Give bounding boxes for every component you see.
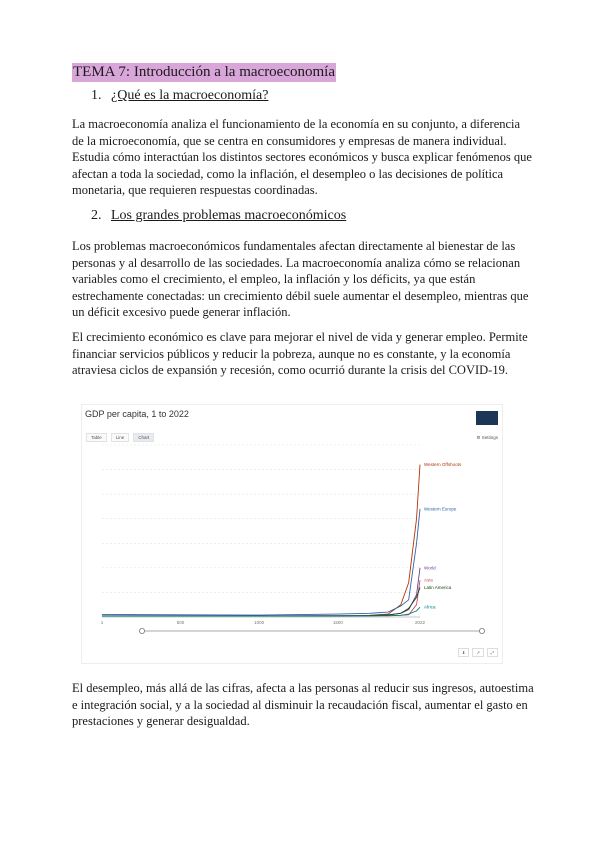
series-label: Africa	[424, 604, 436, 610]
series-label: Western Offshoots	[424, 462, 462, 468]
share-button[interactable]: ↗	[472, 648, 483, 657]
gear-icon: ⚙	[476, 435, 481, 440]
series-label: World	[424, 565, 436, 571]
x-tick-label: 2022	[414, 620, 426, 625]
tab-table[interactable]: Table	[86, 433, 107, 442]
x-tick-label: 500	[176, 620, 185, 625]
embedded-chart-screenshot	[82, 405, 502, 663]
embed-button[interactable]: ⤢	[487, 648, 498, 657]
section-number: 2.	[91, 208, 102, 223]
series-line	[102, 588, 420, 617]
line-chart	[82, 405, 502, 663]
timeline-end-handle	[479, 628, 484, 633]
chart-source-note	[85, 644, 315, 649]
chart-title: GDP per capita, 1 to 2022	[85, 409, 189, 419]
section-title: ¿Qué es la macroeconomía?	[111, 88, 269, 103]
x-tick-label: 1500	[332, 620, 343, 625]
tab-line[interactable]: Line	[111, 433, 130, 442]
series-label: Western Europe	[424, 506, 457, 512]
settings-label: Settings	[481, 435, 498, 440]
section-heading-2	[91, 207, 346, 225]
series-line	[102, 465, 420, 616]
paragraph-2: Los problemas macroeconómicos fundamentales afectan directamente al bienestar de las personas y al desarrollo de las sociedades. La macroeconomía analiza cómo se relacionan variables como el crecimiento, el empleo, la inflación y los déficits, ya que están estrechamente conectadas: un crecimiento débil suele aumentar el desempleo, mientras que un déficit excesivo puede generar inflación.	[72, 239, 529, 319]
series-label: Latin America	[424, 585, 452, 591]
chart-actions	[458, 648, 498, 657]
x-tick-label: 1000	[254, 620, 265, 625]
paragraph-1: La macroeconomía analiza el funcionamiento de la economía en su conjunto, a diferencia de la microeconomía, que se centra en consumidores y empresas de manera individual. Estudia cómo interactúan los distintos sectores económicos y busca explicar fenómenos que afectan a toda la sociedad, como la inflación, el desempleo o las decisiones de política monetaria, que requieren respuestas coordinadas.	[72, 117, 532, 197]
series-label: Asia	[424, 577, 433, 583]
series-line	[102, 509, 420, 615]
series-line	[102, 580, 420, 616]
x-tick-label: 1	[100, 620, 104, 625]
section-number: 1.	[91, 88, 102, 103]
download-button[interactable]: ⬇	[458, 648, 469, 657]
timeline-start-handle	[139, 628, 144, 633]
paragraph-3: El crecimiento económico es clave para mejorar el nivel de vida y generar empleo. Permite financiar servicios públicos y reducir la pobreza, aunque no es constante, y la economía atraviesa ciclos de expansión y recesión, como ocurrió durante la crisis del COVID-19.	[72, 330, 528, 377]
section-heading-1	[91, 87, 268, 105]
section-title: Los grandes problemas macroeconómicos	[111, 208, 347, 223]
tab-chart[interactable]: Chart	[133, 433, 154, 442]
paragraph-4: El desempleo, más allá de las cifras, afecta a las personas al reducir sus ingresos, autoestima e integración social, y a la sociedad al disminuir la recaudación fiscal, aumentar el gasto en prestaciones y generar desigualdad.	[72, 681, 534, 728]
series-line	[102, 568, 420, 616]
document-title: TEMA 7: Introducción a la macroeconomía	[73, 64, 335, 80]
